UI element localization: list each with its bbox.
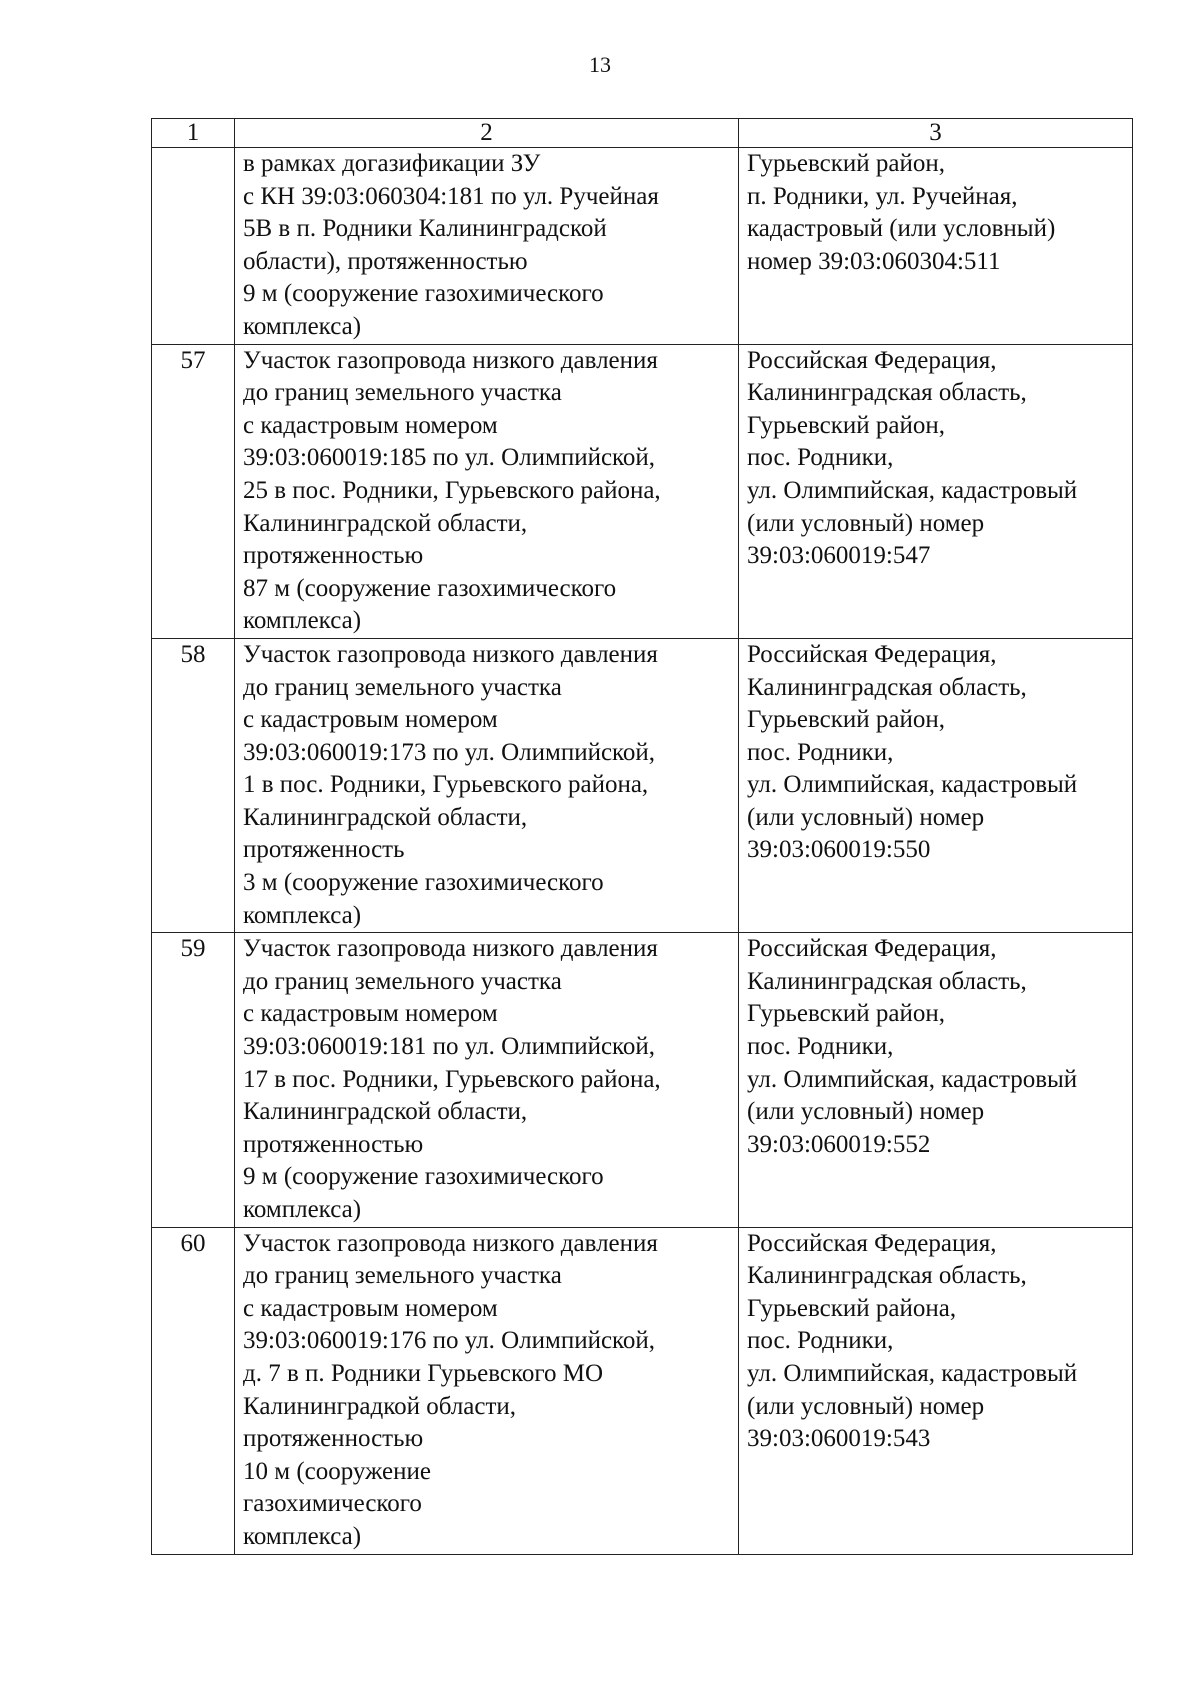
object-description	[235, 148, 739, 345]
description-line: комплекса)	[243, 1196, 362, 1223]
object-address	[739, 148, 1133, 345]
object-address	[739, 933, 1133, 1227]
address-line: ул. Олимпийская, кадастровый	[747, 1359, 1078, 1387]
row-number: 59	[152, 933, 235, 1227]
description-line: 87 м (сооружение газохимического	[243, 574, 617, 602]
table-row	[152, 933, 1133, 1227]
description-line: 39:03:060019:173 по ул. Олимпийской,	[243, 738, 656, 766]
object-address	[739, 638, 1133, 932]
description-line: до границ земельного участка	[243, 967, 562, 995]
address-line: Гурьевский район,	[747, 150, 946, 177]
description-line: в рамках догазификации ЗУ	[243, 150, 541, 177]
description-line: Калининградской области,	[243, 803, 528, 831]
table-body	[152, 148, 1133, 1555]
column-header: 3	[739, 119, 1133, 148]
row-number	[152, 148, 235, 345]
address-line: п. Родники, ул. Ручейная,	[747, 182, 1018, 210]
address-line: 39:03:060019:543	[747, 1425, 931, 1453]
description-line: 25 в пос. Родники, Гурьевского района,	[243, 476, 661, 504]
description-line: протяженность	[243, 836, 405, 864]
description-line: до границ земельного участка	[243, 673, 562, 701]
description-line: 3 м (сооружение газохимического	[243, 869, 604, 897]
row-number: 58	[152, 638, 235, 932]
description-line: 9 м (сооружение газохимического	[243, 1163, 604, 1191]
address-line: пос. Родники,	[747, 444, 894, 472]
address-line: (или условный) номер	[747, 803, 985, 831]
description-line: 39:03:060019:176 по ул. Олимпийской,	[243, 1327, 656, 1355]
address-line: Российская Федерация,	[747, 640, 997, 668]
address-line: пос. Родники,	[747, 1327, 894, 1355]
description-line: Калининградской области,	[243, 509, 528, 537]
description-line: 9 м (сооружение газохимического	[243, 280, 604, 308]
object-description	[235, 638, 739, 932]
address-line: Российская Федерация,	[747, 935, 997, 963]
description-line: с кадастровым номером	[243, 1294, 498, 1322]
column-header: 2	[235, 119, 739, 148]
address-line: Гурьевский район,	[747, 706, 946, 734]
address-line: Российская Федерация,	[747, 346, 997, 374]
table-row	[152, 1227, 1133, 1554]
table-row	[152, 148, 1133, 345]
address-line: ул. Олимпийская, кадастровый	[747, 476, 1078, 504]
registry-table	[151, 118, 1133, 1555]
address-line: (или условный) номер	[747, 1392, 985, 1420]
description-line: с КН 39:03:060304:181 по ул. Ручейная	[243, 182, 659, 210]
table-row	[152, 638, 1133, 932]
description-line: Участок газопровода низкого давления	[243, 1229, 658, 1257]
address-line: пос. Родники,	[747, 738, 894, 766]
description-line: комплекса)	[243, 901, 362, 929]
description-line: 1 в пос. Родники, Гурьевского района,	[243, 771, 649, 799]
description-line: газохимического	[243, 1490, 422, 1518]
description-line: Участок газопровода низкого давления	[243, 935, 658, 963]
description-line: протяженностью	[243, 1130, 424, 1158]
description-line: протяженностью	[243, 542, 424, 570]
address-line: Гурьевский района,	[747, 1294, 957, 1322]
address-line: Гурьевский район,	[747, 1000, 946, 1028]
description-line: до границ земельного участка	[243, 379, 562, 407]
description-line: Калининградской области,	[243, 1098, 528, 1126]
description-line: 10 м (сооружение	[243, 1457, 431, 1485]
address-line: пос. Родники,	[747, 1033, 894, 1061]
description-line: с кадастровым номером	[243, 1000, 498, 1028]
description-line: 39:03:060019:185 по ул. Олимпийской,	[243, 444, 656, 472]
description-line: 39:03:060019:181 по ул. Олимпийской,	[243, 1033, 656, 1061]
address-line: ул. Олимпийская, кадастровый	[747, 1065, 1078, 1093]
object-description	[235, 344, 739, 638]
address-line: Калининградская область,	[747, 967, 1027, 995]
description-line: д. 7 в п. Родники Гурьевского МО	[243, 1359, 604, 1387]
address-line: ул. Олимпийская, кадастровый	[747, 771, 1078, 799]
table-header-row	[152, 119, 1133, 148]
description-line: области), протяженностью	[243, 247, 528, 275]
description-line: комплекса)	[243, 1522, 362, 1550]
description-line: протяженностью	[243, 1425, 424, 1453]
object-description	[235, 1227, 739, 1554]
description-line: комплекса)	[243, 607, 362, 635]
column-header: 1	[152, 119, 235, 148]
row-number: 57	[152, 344, 235, 638]
address-line: Калининградская область,	[747, 1262, 1027, 1290]
address-line: 39:03:060019:550	[747, 836, 931, 864]
description-line: комплекса)	[243, 312, 362, 340]
description-line: Калининградкой области,	[243, 1392, 517, 1420]
description-line: 17 в пос. Родники, Гурьевского района,	[243, 1065, 661, 1093]
address-line: 39:03:060019:552	[747, 1130, 931, 1158]
address-line: номер 39:03:060304:511	[747, 247, 1001, 275]
address-line: 39:03:060019:547	[747, 542, 931, 570]
description-line: с кадастровым номером	[243, 411, 498, 439]
address-line: Калининградская область,	[747, 379, 1027, 407]
address-line: Гурьевский район,	[747, 411, 946, 439]
description-line: до границ земельного участка	[243, 1262, 562, 1290]
address-line: кадастровый (или условный)	[747, 215, 1056, 243]
object-address	[739, 344, 1133, 638]
row-number: 60	[152, 1227, 235, 1554]
address-line: Калининградская область,	[747, 673, 1027, 701]
address-line: (или условный) номер	[747, 509, 985, 537]
page-number: 13	[589, 52, 611, 77]
description-line: Участок газопровода низкого давления	[243, 346, 658, 374]
object-description	[235, 933, 739, 1227]
description-line: с кадастровым номером	[243, 706, 498, 734]
description-line: Участок газопровода низкого давления	[243, 640, 658, 668]
address-line: (или условный) номер	[747, 1098, 985, 1126]
description-line: 5В в п. Родники Калининградской	[243, 215, 607, 243]
table-row	[152, 344, 1133, 638]
address-line: Российская Федерация,	[747, 1229, 997, 1257]
object-address	[739, 1227, 1133, 1554]
